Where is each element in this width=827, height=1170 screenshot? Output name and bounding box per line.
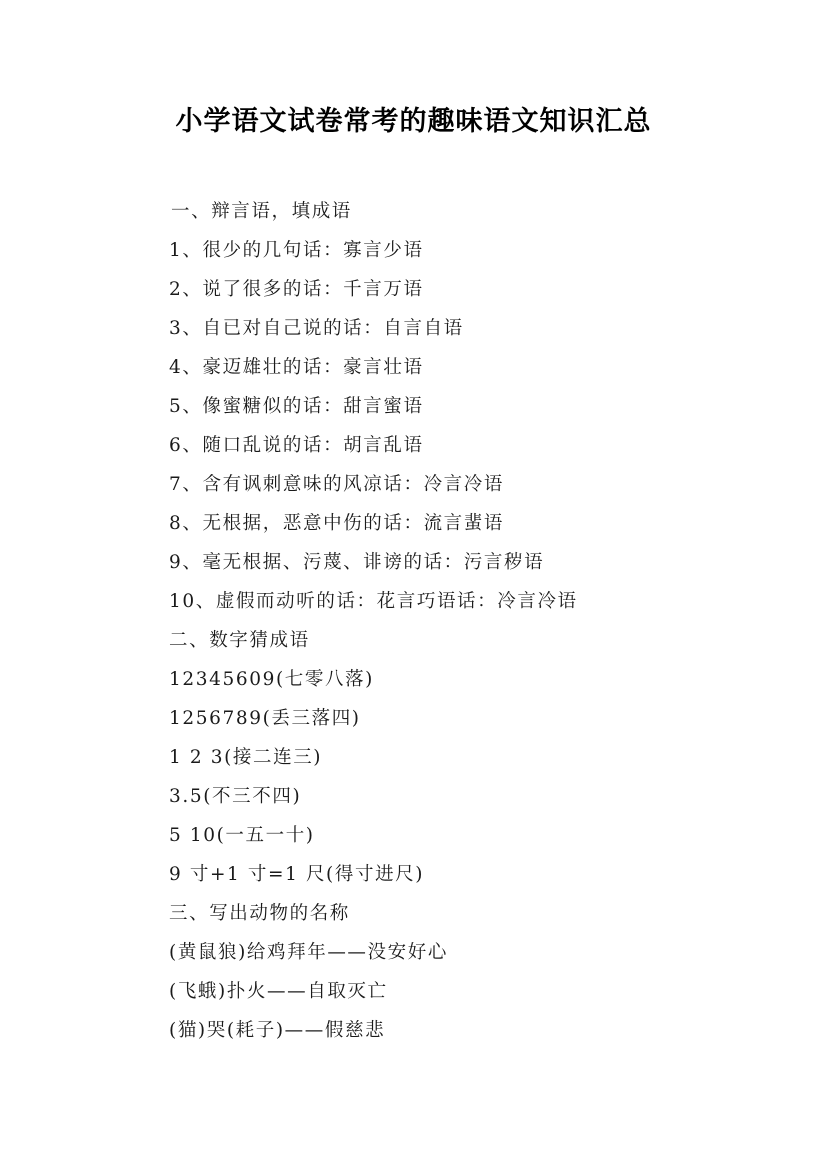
text-line: 9 寸+1 寸=1 尺(得寸进尺)	[169, 864, 425, 885]
text-line: (猫)哭(耗子)——假慈悲	[169, 1020, 386, 1041]
text-line: 3、自已对自己说的话：自言自语	[169, 318, 464, 339]
document-title: 小学语文试卷常考的趣味语文知识汇总	[175, 106, 652, 137]
text-line: 12345609(七零八落)	[169, 669, 374, 690]
section-heading-1: 一、辩言语，填成语	[171, 201, 352, 222]
document-body	[169, 192, 809, 1050]
text-line: 5 10(一五一十)	[169, 825, 315, 846]
text-line: 3.5(不三不四)	[169, 786, 302, 807]
text-line: 10、虚假而动听的话：花言巧语话：冷言冷语	[169, 591, 578, 612]
text-line: 9、毫无根据、污蔑、诽谤的话：污言秽语	[169, 552, 545, 573]
text-line: 4、豪迈雄壮的话：豪言壮语	[169, 357, 424, 378]
text-line: 6、随口乱说的话：胡言乱语	[169, 435, 424, 456]
section-heading-3: 三、写出动物的名称	[169, 903, 350, 924]
text-line: 1、很少的几句话：寡言少语	[169, 240, 424, 261]
text-line: 8、无根据，恶意中伤的话：流言蜚语	[169, 513, 504, 534]
text-line: 7、含有讽刺意味的风凉话：冷言冷语	[169, 474, 504, 495]
text-line: (飞蛾)扑火——自取灭亡	[169, 981, 388, 1002]
text-line: 2、说了很多的话：千言万语	[169, 279, 424, 300]
text-line: (黄鼠狼)给鸡拜年——没安好心	[169, 942, 448, 963]
section-heading-2: 二、数字猜成语	[169, 630, 310, 651]
text-line: 5、像蜜糖似的话：甜言蜜语	[169, 396, 424, 417]
text-line: 1 2 3(接二连三)	[169, 747, 323, 768]
text-line: 1256789(丢三落四)	[169, 708, 361, 729]
